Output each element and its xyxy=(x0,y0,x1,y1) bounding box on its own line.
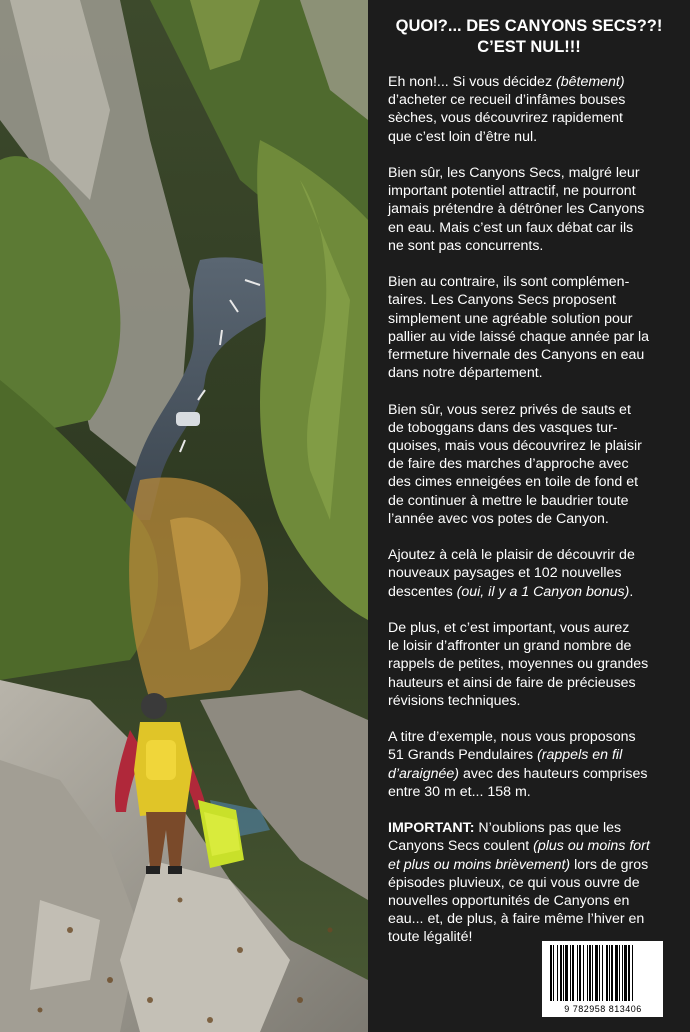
barcode-bar xyxy=(563,945,564,1001)
headline xyxy=(380,16,678,58)
text-line: descentes xyxy=(388,583,457,600)
text-line: rappels de petites, moyennes ou grandes xyxy=(388,656,649,673)
text-line: important potentiel attractif, ne pourront xyxy=(388,183,636,200)
barcode-bar xyxy=(619,945,620,1001)
barcode-bar xyxy=(572,945,574,1001)
text-line: nouvelles opportunités de Canyons en xyxy=(388,893,630,910)
text-line: sèches, vous découvrirez rapidement xyxy=(388,110,624,127)
barcode-bar xyxy=(565,945,568,1001)
barcode-bar xyxy=(602,945,603,1001)
text-line: pallier au vide laissé chaque année par la xyxy=(388,328,650,345)
italic-text: (plus ou moins fort xyxy=(533,838,650,855)
barcode-bar xyxy=(615,945,618,1001)
headline-line-2: C’EST NUL!!! xyxy=(477,38,581,56)
text-line: fermeture hivernale des Canyons en eau xyxy=(388,347,645,364)
text-line: hauteurs et ainsi de faire de précieuses xyxy=(388,674,636,691)
body-text xyxy=(388,73,688,965)
text-line: . xyxy=(629,583,634,600)
text-line: nouveaux paysages et 102 nouvelles xyxy=(388,565,622,582)
bold-text: IMPORTANT: xyxy=(388,820,475,837)
barcode-bar xyxy=(606,945,608,1001)
paragraph-important xyxy=(388,819,688,946)
barcode-bar xyxy=(622,945,623,1001)
text-line: Ajoutez à celà le plaisir de découvrir de xyxy=(388,547,635,564)
text-line: entre 30 m et... 158 m. xyxy=(388,783,531,800)
barcode-bar xyxy=(577,945,578,1001)
text-line: simplement une agréable solution pour xyxy=(388,310,633,327)
text-line: Bien sûr, vous serez privés de sauts et xyxy=(388,401,631,418)
barcode-bar xyxy=(583,945,584,1001)
text-line: de continuer à mettre le baudrier toute xyxy=(388,492,629,509)
barcode-bar xyxy=(570,945,571,1001)
text-line: Bien sûr, les Canyons Secs, malgré leur xyxy=(388,165,640,181)
barcode-bar xyxy=(628,945,630,1001)
barcode-bar xyxy=(587,945,588,1001)
text-line: toute légalité! xyxy=(388,929,473,946)
paragraph-rappels xyxy=(388,619,688,710)
italic-text: d’araignée) xyxy=(388,765,459,782)
text-line: d’acheter ce recueil d’infâmes bouses xyxy=(388,92,626,109)
barcode-bar xyxy=(595,945,598,1001)
italic-text: (oui, il y a 1 Canyon bonus) xyxy=(456,583,630,600)
text-line: A titre d’exemple, nous vous proposons xyxy=(388,729,636,746)
text-line: de toboggans dans des vasques tur- xyxy=(388,419,618,436)
barcode-bar xyxy=(599,945,600,1001)
text-line: de faire des marches d’approche avec xyxy=(388,456,629,473)
headline-line-1: QUOI?... DES CANYONS SECS??! xyxy=(395,17,663,35)
text-line: l’année avec vos potes de Canyon. xyxy=(388,510,609,527)
barcode-bar xyxy=(609,945,610,1001)
barcode-bar xyxy=(624,945,627,1001)
text-line: De plus, et c’est important, vous aurez xyxy=(388,620,630,637)
barcode-bar xyxy=(589,945,591,1001)
text-line: avec des hauteurs comprises xyxy=(459,765,648,782)
text-line: taires. Les Canyons Secs proposent xyxy=(388,292,616,309)
text-line: révisions techniques. xyxy=(388,692,521,709)
barcode-bar xyxy=(550,945,552,1001)
text-line: en eau. Mais c’est un faux débat car ils xyxy=(388,219,634,236)
paragraph-pleasures xyxy=(388,401,688,528)
barcode-bar xyxy=(592,945,593,1001)
barcode-bar xyxy=(560,945,562,1001)
barcode-bar xyxy=(557,945,558,1001)
paragraph-intro xyxy=(388,73,688,146)
barcode-bar xyxy=(632,945,633,1001)
barcode-number: 9 782958 813406 xyxy=(564,1004,642,1014)
text-line: Canyons Secs coulent xyxy=(388,838,534,855)
barcode-bars xyxy=(550,945,655,1001)
text-line: que c’est loin d’être nul. xyxy=(388,128,538,145)
text-line: dans notre département. xyxy=(388,365,543,382)
paragraph-competition xyxy=(388,164,688,255)
italic-text: (rappels en fil xyxy=(537,747,623,764)
text-line: épisodes pluvieux, ce qui vous ouvre de xyxy=(388,874,640,891)
barcode-bar xyxy=(553,945,554,1001)
isbn-barcode xyxy=(542,941,663,1017)
paragraph-complementary xyxy=(388,273,688,382)
paragraph-example xyxy=(388,728,688,801)
text-line: des cimes enneigées en toile de fond et xyxy=(388,474,639,491)
text-line: N’oublions pas que les xyxy=(474,820,622,837)
text-line: Bien au contraire, ils sont complémen- xyxy=(388,274,630,291)
text-line: jamais prétendre à détrôner les Canyons xyxy=(388,201,645,218)
text-line: quoises, mais vous découvrirez le plaisir xyxy=(388,438,642,455)
text-line: eau... et, de plus, à faire même l’hiver en xyxy=(388,911,645,928)
italic-text: et plus ou moins brièvement) xyxy=(388,856,571,873)
paragraph-new-landscapes xyxy=(388,546,688,601)
text-line: 51 Grands Pendulaires xyxy=(388,747,538,764)
text-line: lors de gros xyxy=(570,856,649,873)
barcode-bar xyxy=(579,945,581,1001)
back-cover-text-panel xyxy=(368,0,690,1032)
text-line: le loisir d’affronter un grand nombre de xyxy=(388,638,632,655)
italic-text: (bêtement) xyxy=(556,74,625,90)
text-line: Eh non!... Si vous décidez xyxy=(388,74,556,90)
barcode-bar xyxy=(611,945,613,1001)
text-line: ne sont pas concurrents. xyxy=(388,237,544,254)
